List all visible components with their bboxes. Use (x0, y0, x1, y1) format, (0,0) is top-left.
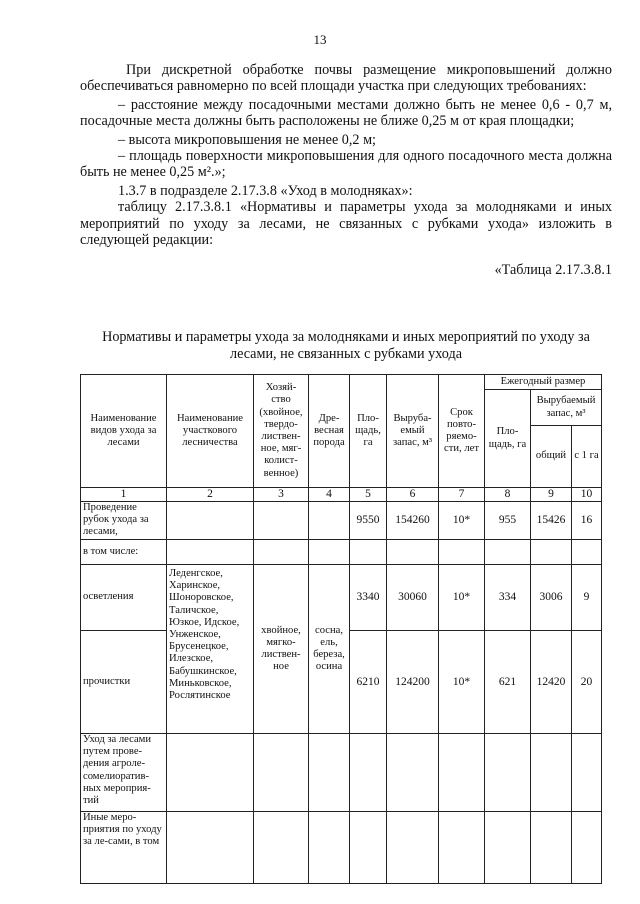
paragraph-height: – высота микроповышения не менее 0,2 м; (118, 131, 376, 148)
row-name: Проведение рубок ухода за лесами, (81, 502, 167, 540)
paragraph-requirements: При дискретной обработке почвы размещение микроповышений должно обеспечиваться равномерно по всей площади участка при следующих требованиях: (80, 62, 612, 95)
page-number: 13 (313, 32, 327, 47)
cell-annual-area: 621 (485, 631, 531, 734)
column-number: 4 (309, 488, 350, 502)
table-row-agro-care (81, 734, 602, 812)
cell-species: сосна, ель, береза, осина (309, 565, 350, 734)
cell-annual-area: 955 (485, 502, 531, 540)
paragraph-table-ref: таблицу 2.17.3.8.1 «Нормативы и параметры ухода за молодняками и иных мероприятий по уходу за лесами, не связанных с рубками ухода» изложить в следующей редакции: (80, 199, 612, 249)
cell-area: 6210 (350, 631, 387, 734)
cell-annual-total: 15426 (531, 502, 572, 540)
row-name: осветления (81, 565, 167, 631)
column-number: 5 (350, 488, 387, 502)
column-number: 2 (167, 488, 254, 502)
header-annual-area: Пло-щадь, га (485, 390, 531, 488)
cell-annual-per-ha: 20 (572, 631, 602, 734)
header-species: Дре-весная порода (309, 375, 350, 488)
cell-farm-type: хвойное, мягко-листвен-ное (254, 565, 309, 734)
cell-annual-per-ha: 16 (572, 502, 602, 540)
table-title: Нормативы и параметры ухода за молодняками и иных мероприятий по уходу за лесами, не связанных с рубками ухода (102, 329, 590, 362)
cell-volume: 30060 (387, 565, 439, 631)
cell-annual-total: 12420 (531, 631, 572, 734)
header-volume: Выруба-емый запас, м³ (387, 375, 439, 488)
row-name: Уход за лесами путем прове-дения агроле-сомелиоратив-ных мероприя-тий (81, 734, 167, 812)
cell-annual-total: 3006 (531, 565, 572, 631)
header-felled-volume: Вырубаемый запас, м³ (531, 390, 602, 426)
cell-volume: 154260 (387, 502, 439, 540)
table-row-other (81, 812, 602, 884)
table-label: «Таблица 2.17.3.8.1 (494, 262, 612, 279)
header-farm-type: Хозяй-ство (хвойное, твердо-листвен-ное, мяг-колист-венное) (254, 375, 309, 488)
cell-volume: 124200 (387, 631, 439, 734)
row-name: Иные меро-приятия по уходу за ле-сами, в том (81, 812, 167, 884)
cell-period: 10* (439, 502, 485, 540)
body-text (80, 62, 612, 279)
header-area: Пло-щадь, га (350, 375, 387, 488)
norms-table (80, 374, 602, 884)
cell-period: 10* (439, 631, 485, 734)
column-number: 10 (572, 488, 602, 502)
header-care-type: Наименование видов ухода за лесами (81, 375, 167, 488)
row-name: прочистки (81, 631, 167, 734)
cell-annual-area: 334 (485, 565, 531, 631)
table-row-total (81, 502, 602, 540)
header-per-ha: с 1 га (572, 426, 602, 488)
paragraph-surface: – площадь поверхности микроповышения для одного посадочного места должна быть не менее 0,25 м².»; (80, 148, 612, 181)
cell-forestries: Леденгское, Харинское, Шоноровское, Таличское, Юзкое, Идское, Унженское, Брусенецкое, Илезское, Бабушкинское, Миньковское, Рослятинское (167, 565, 254, 734)
cell-area: 9550 (350, 502, 387, 540)
header-period: Срок повто-ряемо-сти, лет (439, 375, 485, 488)
cell-period: 10* (439, 565, 485, 631)
table-row-clearing (81, 565, 602, 631)
paragraph-subsection: 1.3.7 в подразделе 2.17.3.8 «Уход в молодняках»: (118, 182, 413, 199)
header-total: общий (531, 426, 572, 488)
column-number: 7 (439, 488, 485, 502)
column-number: 9 (531, 488, 572, 502)
cell-area: 3340 (350, 565, 387, 631)
column-number: 8 (485, 488, 531, 502)
row-name: в том числе: (81, 540, 167, 565)
header-forestry: Наименование участкового лесничества (167, 375, 254, 488)
column-number: 6 (387, 488, 439, 502)
column-number: 3 (254, 488, 309, 502)
column-number: 1 (81, 488, 167, 502)
header-annual: Ежегодный размер (485, 375, 602, 390)
paragraph-distance: – расстояние между посадочными местами должно быть не менее 0,6 - 0,7 м, посадочные места должны быть расположены не ближе 0,25 м от края площадки; (80, 96, 612, 130)
table-row-including (81, 540, 602, 565)
cell-annual-per-ha: 9 (572, 565, 602, 631)
